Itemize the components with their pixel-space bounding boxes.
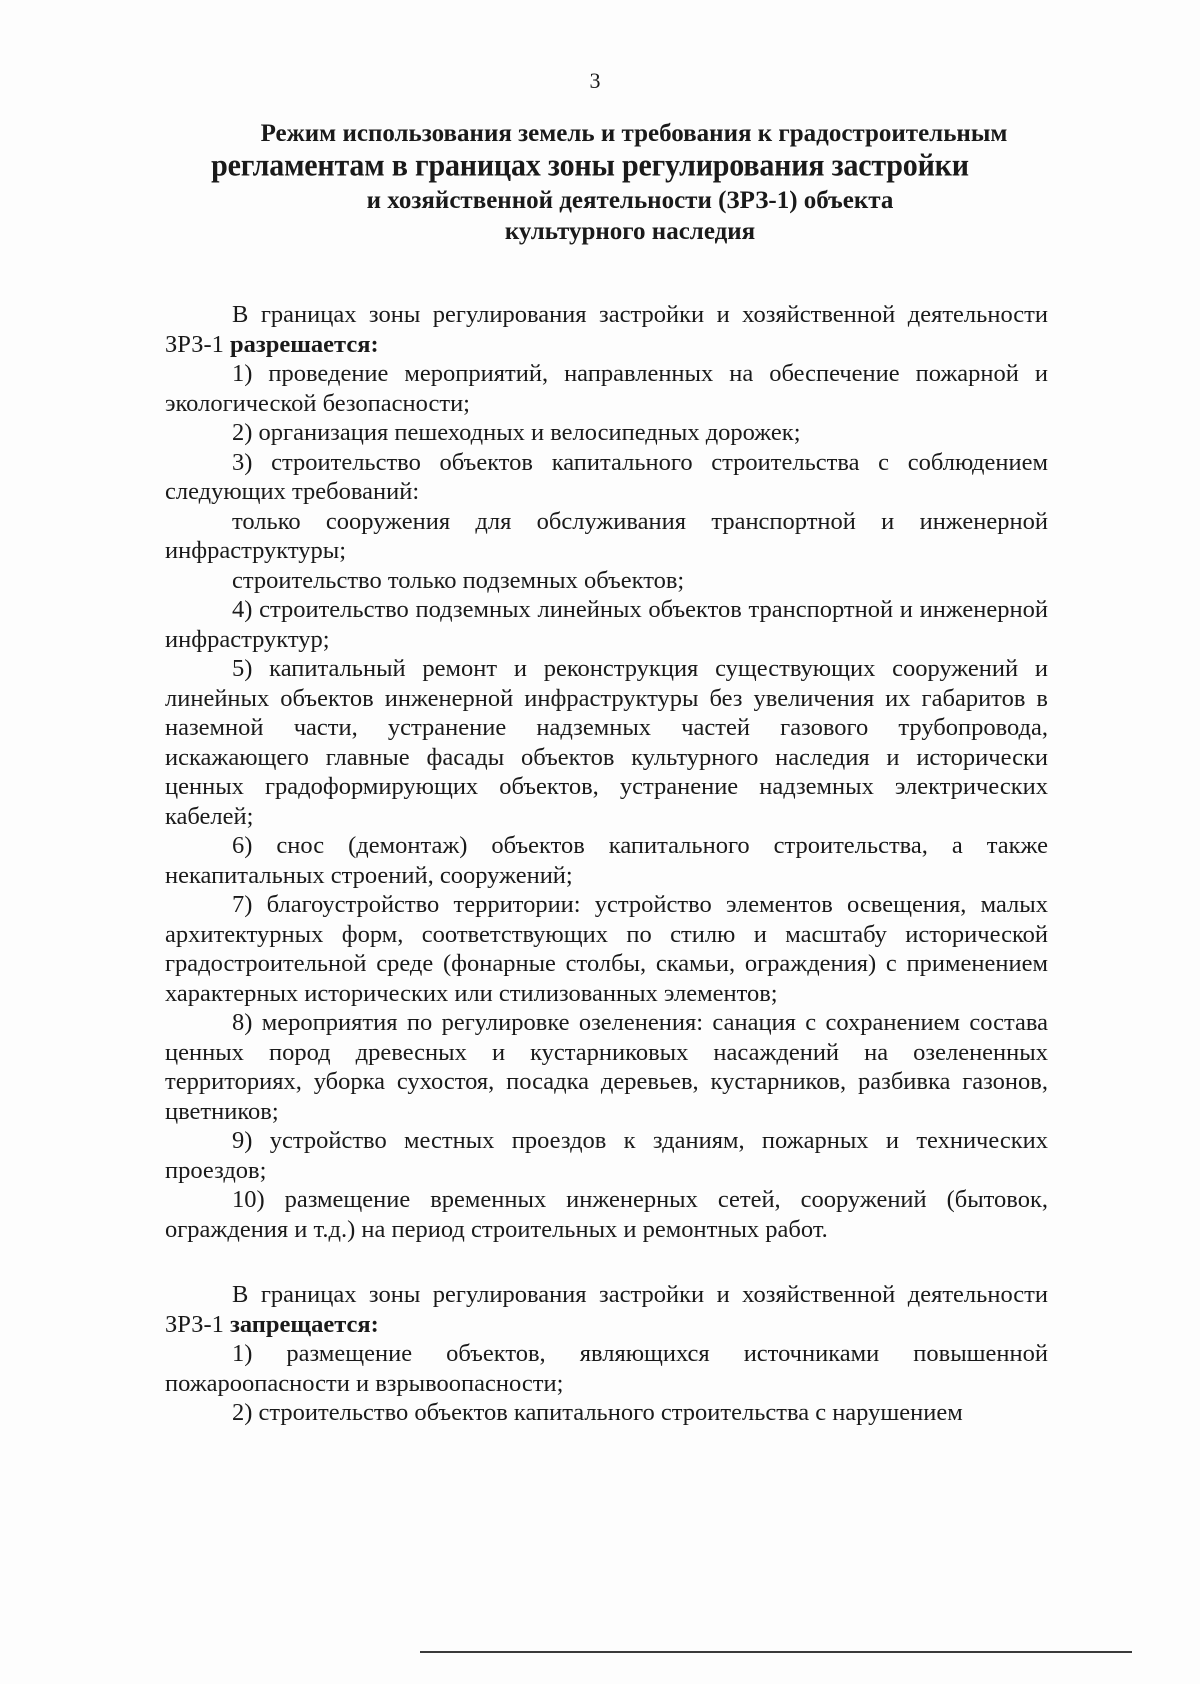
allowed-item-10: 10) размещение временных инженерных сетей, сооружений (бытовок, ограждения и т.д.) на период строительных и ремонтных работ.	[165, 1186, 1048, 1243]
allowed-intro-text: В границах зоны регулирования застройки и хозяйственной деятельности ЗРЗ-1	[165, 301, 1048, 358]
bottom-rule	[420, 1651, 1132, 1653]
prohibited-item-1: 1) размещение объектов, являющихся источниками повышенной пожароопасности и взрывоопасности;	[165, 1340, 1048, 1397]
prohibited-intro-text: В границах зоны регулирования застройки и хозяйственной деятельности ЗРЗ-1	[165, 1281, 1048, 1338]
page-number: 3	[589, 68, 601, 93]
allowed-item-5: 5) капитальный ремонт и реконструкция существующих сооружений и линейных объектов инженерной инфраструктуры без увеличения их габаритов в наземной части, устранение надземных частей газового трубопровода, искажающего главные фасады объектов культурного наследия и исторически ценных градоформирующих объектов, устранение надземных электрических кабелей;	[165, 655, 1048, 830]
prohibited-intro	[165, 1280, 1048, 1339]
allowed-item-4: 4) строительство подземных линейных объектов транспортной и инженерной инфраструктур;	[165, 596, 1048, 653]
allowed-item-3-req-2: строительство только подземных объектов;	[232, 566, 685, 594]
title-line-1: Режим использования земель и требования к градостроительным	[260, 120, 1008, 147]
allowed-intro	[165, 300, 1048, 359]
allowed-item-3-req-1: только сооружения для обслуживания транспортной и инженерной инфраструктуры;	[165, 507, 1048, 564]
title-line-2: регламентам в границах зоны регулирования застройки	[211, 148, 969, 183]
prohibited-intro-keyword: запрещается:	[230, 1310, 379, 1338]
prohibited-item-2: 2) строительство объектов капитального строительства с нарушением	[232, 1399, 963, 1426]
allowed-intro-keyword: разрешается:	[230, 330, 379, 358]
allowed-section	[165, 300, 1048, 1244]
allowed-item-1: 1) проведение мероприятий, направленных на обеспечение пожарной и экологической безопасности;	[165, 360, 1048, 417]
allowed-item-8: 8) мероприятия по регулировке озеленения: санация с сохранением состава ценных пород древесных и кустарниковых насаждений на озелененных территориях, уборка сухостоя, посадка деревьев, кустарников, разбивка газонов, цветников;	[165, 1009, 1048, 1125]
allowed-item-7: 7) благоустройство территории: устройство элементов освещения, малых архитектурных форм, соответствующих по стилю и масштабу исторической градостроительной среде (фонарные столбы, скамьи, ограждения) с применением характерных исторических или стилизованных элементов;	[165, 891, 1048, 1007]
prohibited-section	[165, 1280, 1048, 1428]
allowed-item-6: 6) снос (демонтаж) объектов капитального строительства, а также некапитальных строений, сооружений;	[165, 832, 1048, 889]
allowed-item-3: 3) строительство объектов капитального строительства с соблюдением следующих требований:	[165, 448, 1048, 505]
title-line-4: культурного наследия	[504, 218, 756, 245]
title-line-3: и хозяйственной деятельности (ЗРЗ-1) объекта	[366, 187, 894, 214]
allowed-item-2: 2) организация пешеходных и велосипедных дорожек;	[232, 419, 801, 446]
allowed-item-9: 9) устройство местных проездов к зданиям, пожарных и технических проездов;	[165, 1127, 1048, 1184]
